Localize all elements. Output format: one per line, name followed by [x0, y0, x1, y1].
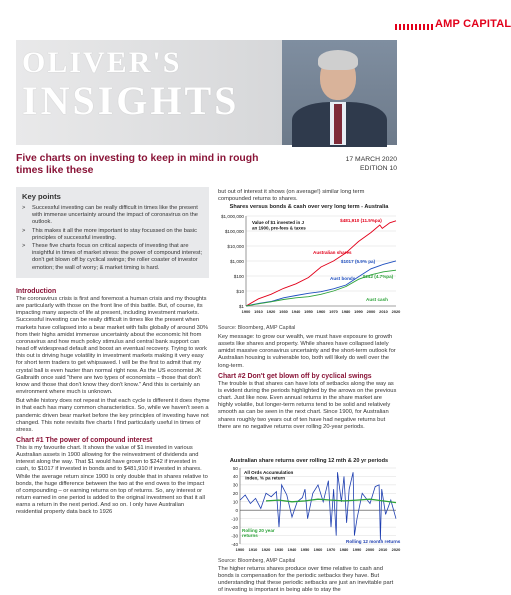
y-tick-label: $10,000 — [227, 243, 244, 249]
chart2-annotation: All Ords Accumulation index, % pa return — [244, 470, 294, 481]
chart2-paragraph: The trouble is that shares can have lots of setbacks along the way as is evident during the periods highlighted by the arrows on the previous chart. Just like now. Even annual returns in the share market are highly volatile, but longer-term returns tend to be solid and relatively smooth as can be seen in the next chart. Since 1900, for Australian shares roughly two years out of ten have had negative returns but there are no negative returns over rolling 20-year periods. — [218, 380, 397, 430]
y-tick-label: $1,000 — [229, 258, 244, 264]
right-column-top — [218, 189, 398, 205]
y-tick-label: 40 — [232, 474, 238, 480]
x-tick-label: 1920 — [261, 547, 271, 552]
intro-paragraph: The coronavirus crisis is first and foremost a human crisis and my thoughts are particularly with those on the front line of this battle. But, of course, its impacting many aspects of life at present, including investment markets. Successful investing can be really difficult in times like the present when markets have collapsed into a bear market with falls globally of around 30% from their highs amidst immense uncertainty about the economic hit from coronavirus and how much policy stimulus and central bank support can head off widespread default and boost an eventual recovery. Trying to work this out is driving huge volatility in investment markets making it very easy for short term traders to get whipsawed. I will be the first to admit that my crystal ball is even hazier than normal right now. As the US economist JK Galbraith once said "there are two types of economists – those that don't know and those that don't know they don't know." And this is certainly an environment where much is unknown. — [16, 296, 209, 396]
x-tick-label: 1900 — [235, 547, 245, 552]
continued-paragraph: but out of interest it shows (on average!) similar long term compounded returns to shares. — [218, 189, 365, 203]
x-tick-label: 1930 — [274, 547, 284, 552]
y-tick-label: $1,000,000 — [221, 213, 244, 219]
x-tick-label: 1940 — [287, 547, 297, 552]
series-end-label: $242 (4.7%pa) — [362, 274, 394, 279]
x-tick-label: 1960 — [313, 547, 323, 552]
x-tick-label: 1960 — [316, 309, 326, 314]
masthead-banner — [16, 40, 397, 145]
x-tick-label: 1930 — [279, 309, 288, 314]
series-end-label: $1017 (5.9% pa) — [340, 259, 376, 264]
right-column-middle — [218, 334, 398, 433]
x-tick-label: 2010 — [378, 547, 388, 552]
y-tick-label: $1 — [238, 303, 244, 309]
chart1-annotation: Value of $1 invested in J an 1900, pre-fees & taxes — [252, 220, 306, 231]
y-tick-label: $100,000 — [224, 228, 244, 234]
chart2-source: Source: Bloomberg, AMP Capital — [218, 558, 296, 564]
x-tick-label: 1910 — [254, 309, 263, 314]
series-end-label: $481,910 (11.5%pa) — [340, 218, 382, 223]
chart2-plot — [218, 464, 400, 556]
series-line — [266, 499, 396, 502]
x-tick-label: 1970 — [326, 547, 336, 552]
series-label: Australian shares — [313, 250, 352, 255]
issue-meta — [346, 155, 397, 173]
chart2-heading: Chart #2 Don't get blown off by cyclical swings — [218, 372, 372, 380]
x-tick-label: 1990 — [354, 309, 363, 314]
intro-heading: Introduction — [16, 288, 57, 295]
key-point-item: > Successful investing can be really difficult in times like the present with immense uncertainty around the impact of coronavirus on the outlook. — [22, 205, 203, 227]
y-tick-label: -10 — [231, 516, 238, 522]
y-tick-label: $100 — [233, 273, 244, 279]
x-tick-label: 2000 — [366, 309, 376, 314]
issue-date: 17 MARCH 2020 — [345, 156, 397, 163]
y-tick-label: 50 — [232, 465, 238, 471]
y-tick-label: 10 — [232, 499, 238, 505]
x-tick-label: 1950 — [300, 547, 310, 552]
author-portrait — [282, 40, 397, 145]
masthead-line2: INSIGHTS — [22, 78, 240, 123]
masthead-line1: OLIVER'S — [22, 46, 182, 79]
left-column — [16, 287, 210, 519]
y-tick-label: 30 — [232, 482, 238, 488]
logo-text: AMP CAPITAL — [435, 18, 511, 30]
key-points-title: Key points — [22, 192, 61, 201]
chart1-heading: Chart #1 The power of compound interest — [16, 436, 153, 444]
series-label: Rolling 12 month returns — [346, 539, 401, 544]
x-tick-label: 1950 — [304, 309, 313, 314]
y-tick-label: -30 — [231, 533, 238, 539]
x-tick-label: 2010 — [379, 309, 388, 314]
issue-edition: EDITION 10 — [359, 165, 397, 172]
y-tick-label: 0 — [235, 508, 238, 514]
x-tick-label: 2000 — [365, 547, 375, 552]
key-points-box — [16, 187, 209, 278]
closing-paragraph: The higher returns shares produce over time relative to cash and bonds is compensation for the periodic setbacks they have. But understanding that these periodic setbacks are just an inevitable part of investing is important in being able to stay the — [218, 566, 394, 594]
x-tick-label: 1900 — [241, 309, 251, 314]
chart1-plot — [218, 210, 400, 320]
key-point-item: > These five charts focus on critical aspects of investing that are insightful in times of market stress: the power of compound interest; don't get blown off by cyclical swings; the roller coaster of investor emotion; the wall of worry; & market timing is hard. — [22, 243, 203, 272]
x-tick-label: 1940 — [291, 309, 301, 314]
right-column-bottom — [218, 566, 398, 594]
y-tick-label: -20 — [231, 524, 238, 530]
x-tick-label: 1970 — [329, 309, 338, 314]
article-headline: Five charts on investing to keep in mind in rough times like these — [16, 153, 259, 176]
y-tick-label: 20 — [232, 491, 238, 497]
series-label: Rolling 20 year returns — [242, 528, 275, 538]
masthead-title — [22, 46, 239, 122]
y-tick-label: $10 — [236, 288, 244, 294]
x-tick-label: 1980 — [339, 547, 349, 552]
logo-stripes-icon — [395, 24, 433, 30]
chart1-title: Shares versus bonds & cash over very long term - Australia — [229, 204, 389, 210]
chart1-source: Source: Bloomberg, AMP Capital — [218, 325, 296, 331]
x-tick-label: 1920 — [266, 309, 276, 314]
x-tick-label: 2020 — [391, 309, 401, 314]
chart2-title: Australian share returns over rolling 12 mth & 20 yr periods — [229, 458, 389, 464]
key-point-item: > This makes it all the more important to stay focussed on the basic principles of successful investing. — [22, 228, 203, 242]
chart2 — [218, 458, 400, 558]
x-tick-label: 1910 — [248, 547, 258, 552]
chart1-paragraph: This is my favourite chart. It shows the value of $1 invested in various Australian assets in 1900 allowing for the reinvestment of dividends and interest along the way. That $1 would have grown to $242 if invested in cash, to $1017 if invested in bonds and to $481,910 if invested in shares. While the average return since 1900 is only double that in shares relative to bonds, the huge difference between the two at the end owes to the impact of compounding – or earning returns on top of returns. So, any interest or return earned in one period is added to the original investment so that it all earns a return in the next period. And so on. I only have Australian residential property data back to 1926 — [16, 444, 208, 516]
chart1 — [218, 204, 400, 322]
key-message-paragraph: Key message: to grow our wealth, we must have exposure to growth assets like shares and property. While shares have collapsed lately amidst massive coronavirus uncertainty and the short-term outlook for Australian housing is vulnerable too, both will likely do well over the long-term. — [218, 334, 396, 369]
x-tick-label: 2020 — [391, 547, 401, 552]
key-points-list — [22, 205, 203, 272]
x-tick-label: 1990 — [352, 547, 362, 552]
series-label: Aust cash — [366, 297, 388, 302]
x-tick-label: 1980 — [341, 309, 351, 314]
series-label: Aust bonds — [330, 276, 356, 281]
y-tick-label: -40 — [231, 541, 238, 547]
intro-paragraph: But while history does not repeat in that each cycle is different it does rhyme in that each has many common characteristics. So, while we haven't seen a pandemic driven bear market before the key principles of investing have not changed. This note revisits five charts I find particularly useful in times of stress. — [16, 398, 210, 433]
